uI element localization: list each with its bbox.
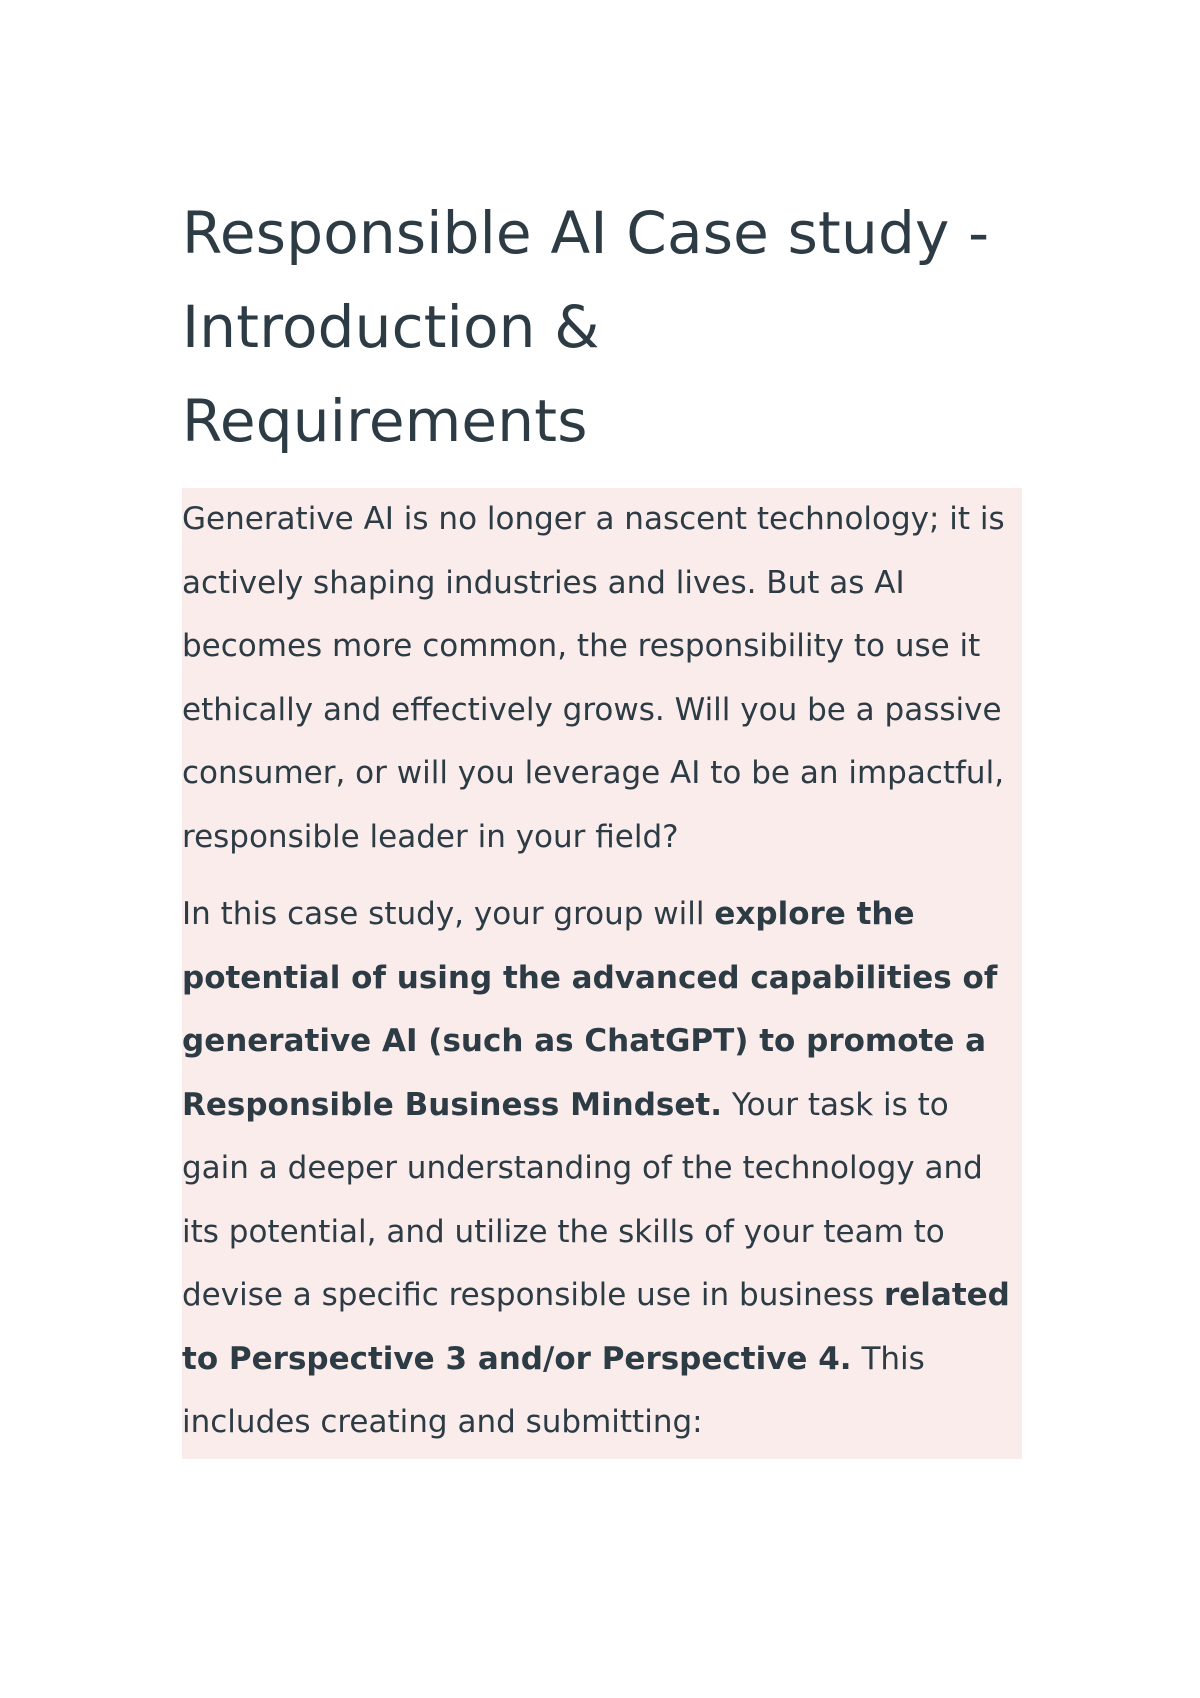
task-bold-1: explore the potential of using the advanced capabilities of generative AI (such as ChatGPT) to promote a Responsible Business Mindset. xyxy=(182,896,998,1123)
task-paragraph xyxy=(182,883,1022,1455)
task-bold-2: related to Perspective 3 and/or Perspective 4. xyxy=(182,1277,1010,1377)
task-text-3: This includes creating and submitting: xyxy=(182,1340,925,1440)
task-text-2: Your task is to gain a deeper understanding of the technology and its potential, and utilize the skills of your team to devise a specific responsible use in business xyxy=(182,1086,983,1313)
document-page xyxy=(182,186,1022,1459)
page-title: Responsible AI Case study - Introduction & Requirements xyxy=(182,199,990,455)
intro-paragraph: Generative AI is no longer a nascent technology; it is actively shaping industries and lives. But as AI becomes more common, the responsibility to use it ethically and effectively grows. Will you be a passive consumer, or will you leverage AI to be an impactful, responsible leader in your field? xyxy=(182,501,1005,855)
highlighted-content-block xyxy=(182,488,1022,1459)
task-text-1: In this case study, your group will xyxy=(182,896,715,932)
